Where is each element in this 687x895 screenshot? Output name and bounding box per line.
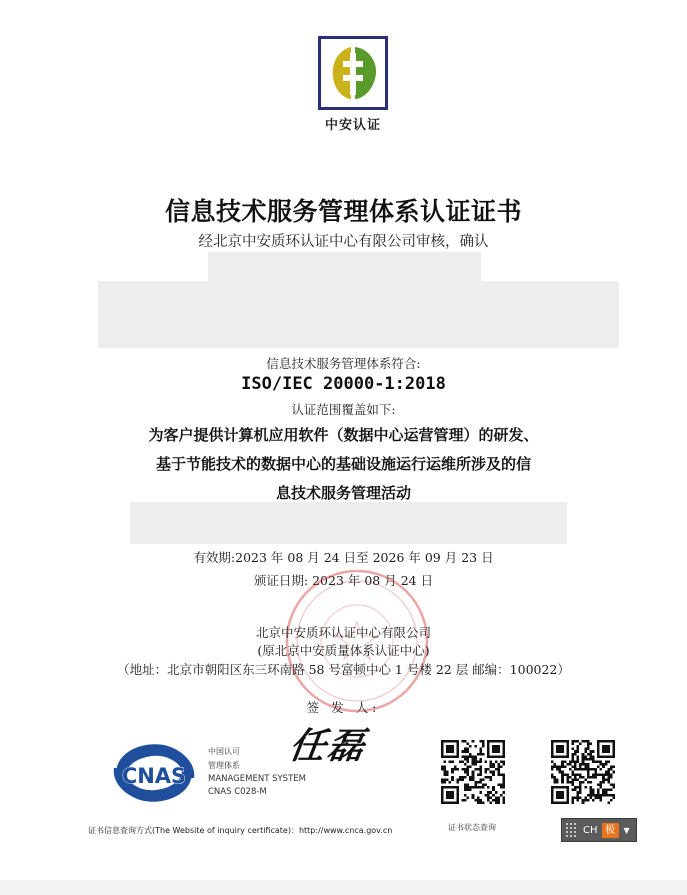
conformance-label: 信息技术服务管理体系符合: — [266, 356, 421, 371]
logo-emblem-icon — [321, 39, 385, 107]
viewer-bottom-bar — [0, 880, 687, 895]
logo-text: 中安认证 — [324, 118, 381, 133]
ime-mode-button[interactable]: 极 — [602, 823, 619, 838]
cnas-line: 管理体系 — [208, 761, 240, 770]
redacted-certificate-number — [130, 502, 567, 544]
certificate-title: 信息技术服务管理体系认证证书 — [164, 197, 522, 226]
inquiry-website: 证书信息查询方式(The Website of inquiry certificate)：http://www.cnca.gov.cn — [88, 826, 393, 835]
qr-label: 证书状态查询 — [448, 823, 496, 832]
issuer-former-name: (原北京中安质量体系认证中心) — [257, 643, 430, 658]
issue-date: 颁证日期: 2023 年 08 月 24 日 — [253, 573, 434, 588]
cnas-mark: CNAS — [121, 764, 187, 788]
ime-language[interactable]: CH — [583, 824, 598, 836]
company-logo — [318, 36, 388, 110]
redacted-organization-name — [208, 252, 481, 282]
cnas-line: CNAS C028-M — [208, 787, 267, 797]
redacted-organization-address — [98, 281, 619, 348]
qr-code-icon[interactable] — [441, 740, 505, 804]
chevron-down-icon[interactable]: ▼ — [623, 825, 630, 835]
scope-line: 基于节能技术的数据中心的基础设施运行运维所涉及的信 — [155, 455, 531, 473]
qr-code-icon[interactable] — [551, 740, 615, 804]
drag-handle-icon[interactable] — [565, 822, 577, 838]
standard-number: ISO/IEC 20000-1:2018 — [241, 374, 446, 394]
ime-toolbar[interactable] — [561, 818, 637, 842]
cnas-line: MANAGEMENT SYSTEM — [208, 774, 306, 784]
cnas-line: 中国认可 — [208, 747, 240, 756]
issuer-address: （地址：北京市朝阳区东三环南路 58 号富顿中心 1 号楼 22 层 邮编：100022） — [117, 662, 570, 677]
issuer-name: 北京中安质环认证中心有限公司 — [255, 625, 431, 640]
scope-line: 为客户提供计算机应用软件（数据中心运营管理）的研发、 — [148, 426, 539, 444]
scope-label: 认证范围覆盖如下: — [291, 402, 396, 417]
validity-period: 有效期:2023 年 08 月 24 日至 2026 年 09 月 23 日 — [193, 550, 494, 565]
cnas-logo-icon — [106, 738, 202, 808]
signer-label: 签 发 人: — [306, 700, 381, 715]
signature: 任磊 — [286, 725, 369, 767]
scope-line: 息技术服务管理活动 — [275, 484, 411, 502]
certificate-subtitle: 经北京中安质环认证中心有限公司审核，确认 — [198, 234, 489, 250]
